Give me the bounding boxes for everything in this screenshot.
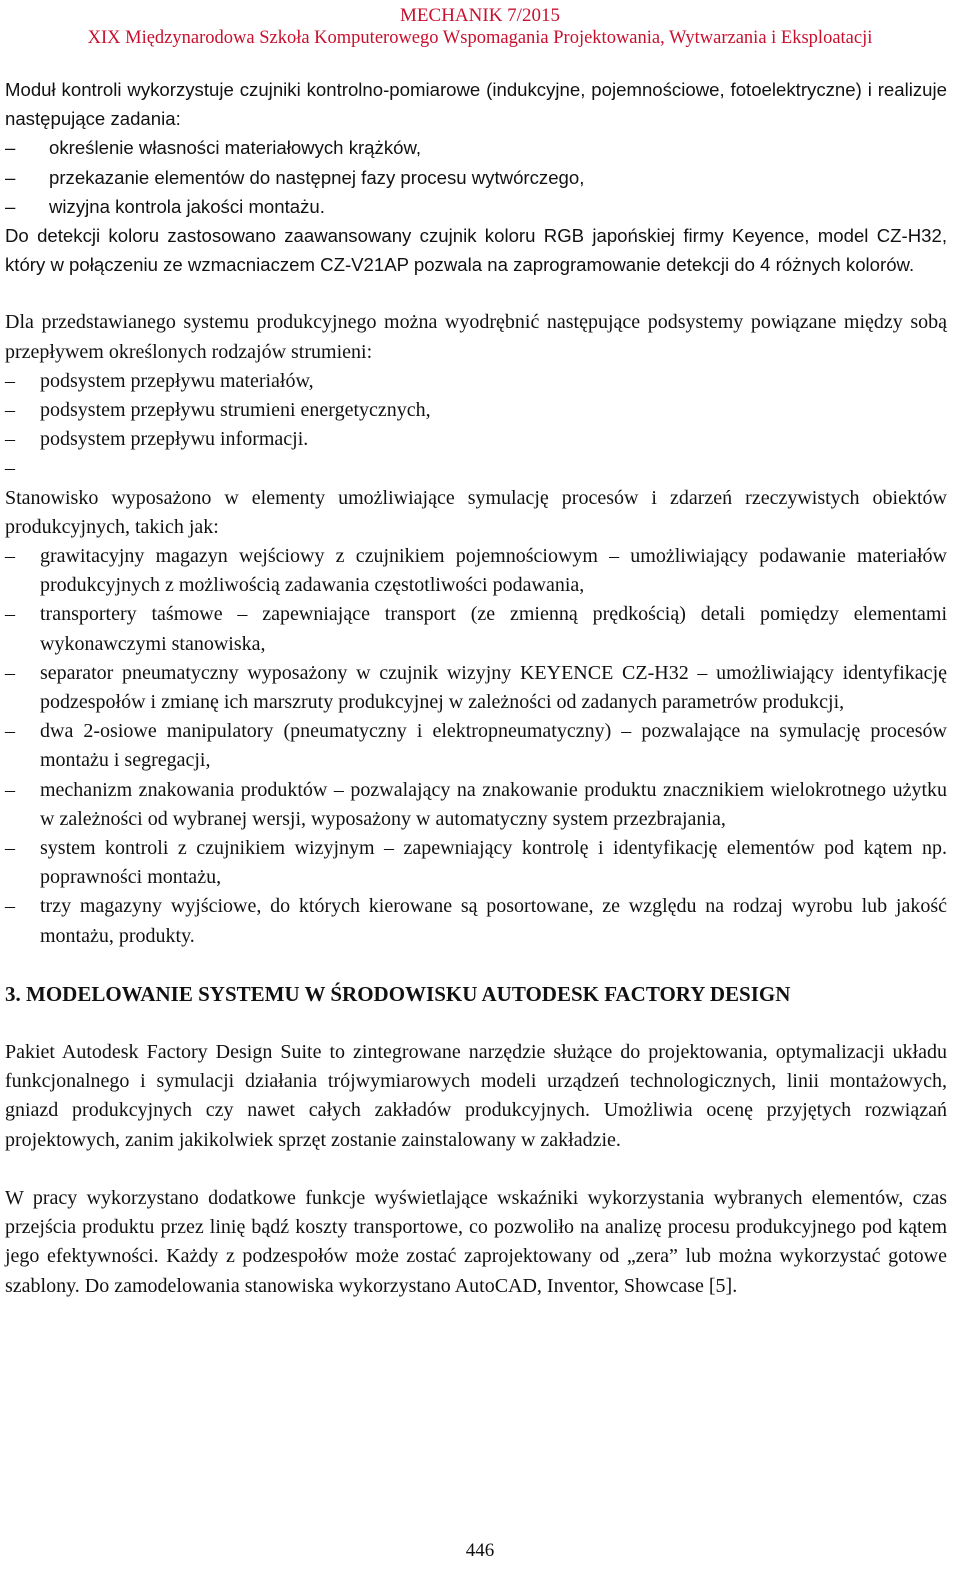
dash-marker: – (5, 166, 16, 188)
running-header (0, 4, 960, 50)
dash-marker: – (5, 603, 15, 626)
list-item: – transportery taśmowe – zapewniające transport (ze zmienną prędkością) detali pomiędzy elementami wykonawczymi stanowiska, (5, 600, 947, 658)
list-item: – podsystem przepływu strumieni energetycznych, (5, 396, 947, 425)
list-item: – przekazanie elementów do następnej fazy procesu wytwórczego, (5, 163, 947, 192)
dash-marker: – (5, 195, 16, 217)
dash-marker: – (5, 895, 15, 918)
empty-list-marker: – (5, 457, 15, 480)
control-module-intro: Moduł kontroli wykorzystuje czujniki kontrolno-pomiarowe (indukcyjne, pojemnościowe, fotoelektryczne) i realizuje następujące zadania: (5, 79, 947, 130)
journal-title: MECHANIK 7/2015 (400, 5, 560, 26)
dash-marker: – (5, 837, 15, 860)
list-item: – trzy magazyny wyjściowe, do których kierowane są posortowane, ze względu na rodzaj wyrobu lub jakość montażu, produkty. (5, 892, 947, 950)
dash-marker: – (5, 369, 15, 392)
dash-marker: – (5, 428, 15, 451)
workstation-elements-list (5, 542, 947, 951)
page-number: 446 (465, 1540, 495, 1561)
subsystems-intro: Dla przedstawianego systemu produkcyjnego można wyodrębnić następujące podsystemy powiązane między sobą przepływem określonych rodzajów strumieni: (5, 311, 947, 363)
dash-marker: – (5, 545, 15, 568)
control-module-block (5, 75, 947, 279)
list-item: – podsystem przepływu informacji. (5, 425, 947, 454)
list-item: – mechanizm znakowania produktów – pozwalający na znakowanie produktu znacznikiem wielokrotnego użytku w zależności od wybranej wersji, wyposażony w automatyczny system przezbrajania, (5, 776, 947, 834)
list-item: – dwa 2-osiowe manipulatory (pneumatyczny i elektropneumatyczny) – pozwalające na symulację procesów montażu i segregacji, (5, 717, 947, 775)
dash-marker: – (5, 399, 15, 422)
dash-marker: – (5, 137, 16, 159)
additional-functions-paragraph: W pracy wykorzystano dodatkowe funkcje wyświetlające wskaźniki wykorzystania wybranych elementów, czas przejścia produktu przez linię bądź koszty transportowe, co pozwoliło na analizę procesu produkcyjnego pod kątem jego efektywności. Każdy z podzespołów może zostać zaprojektowany od „zera” lub można wykorzystać gotowe szablony. Do zamodelowania stanowiska wykorzystano AutoCAD, Inventor, Showcase [5]. (5, 1186, 947, 1297)
list-item: – podsystem przepływu materiałów, (5, 367, 947, 396)
dash-marker: – (5, 778, 15, 801)
list-item: – grawitacyjny magazyn wejściowy z czujnikiem pojemnościowym – umożliwiający podawanie materiałów produkcyjnych z możliwością zadawania częstotliwości podawania, (5, 542, 947, 600)
factory-design-paragraph: Pakiet Autodesk Factory Design Suite to zintegrowane narzędzie służące do projektowania, optymalizacji układu funkcjonalnego i symulacji działania trójwymiarowych modeli urządzeń technologicznych, linii montażowych, gniazd produkcyjnych czy nawet całych zakładów produkcyjnych. Umożliwia ocenę przyjętych rozwiązań projektowych, zanim jakikolwiek sprzęt zostanie zainstalowany w zakładzie. (5, 1041, 947, 1151)
control-tasks-list (5, 133, 947, 221)
dash-marker: – (5, 720, 15, 743)
conference-title: XIX Międzynarodowa Szkoła Komputerowego Wspomagania Projektowania, Wytwarzania i Eksploatacji (87, 28, 873, 48)
dash-marker: – (5, 661, 15, 684)
workstation-intro: Stanowisko wyposażono w elementy umożliwiające symulację procesów i zdarzeń rzeczywistych obiektów produkcyjnych, takich jak: (5, 486, 947, 538)
subsystems-list (5, 367, 947, 455)
section-heading: 3. MODELOWANIE SYSTEMU W ŚRODOWISKU AUTODESK FACTORY DESIGN (5, 981, 791, 1006)
page-body (5, 75, 947, 1301)
list-item: – system kontroli z czujnikiem wizyjnym – zapewniający kontrolę i identyfikację elementów pod kątem np. poprawności montażu, (5, 834, 947, 892)
list-item: – wizyjna kontrola jakości montażu. (5, 192, 947, 221)
list-item: – separator pneumatyczny wyposażony w czujnik wizyjny KEYENCE CZ-H32 – umożliwiający identyfikację podzespołów i zmianę ich marszruty produkcyjnej w zależności od zadanych parametrów produkcji, (5, 659, 947, 717)
color-detection-paragraph: Do detekcji koloru zastosowano zaawansowany czujnik koloru RGB japońskiej firmy Keyence, model CZ-H32, który w połączeniu ze wzmacniaczem CZ-V21AP pozwala na zaprogramowanie detekcji do 4 różnych kolorów. (5, 225, 947, 276)
list-item: – określenie własności materiałowych krążków, (5, 133, 947, 162)
